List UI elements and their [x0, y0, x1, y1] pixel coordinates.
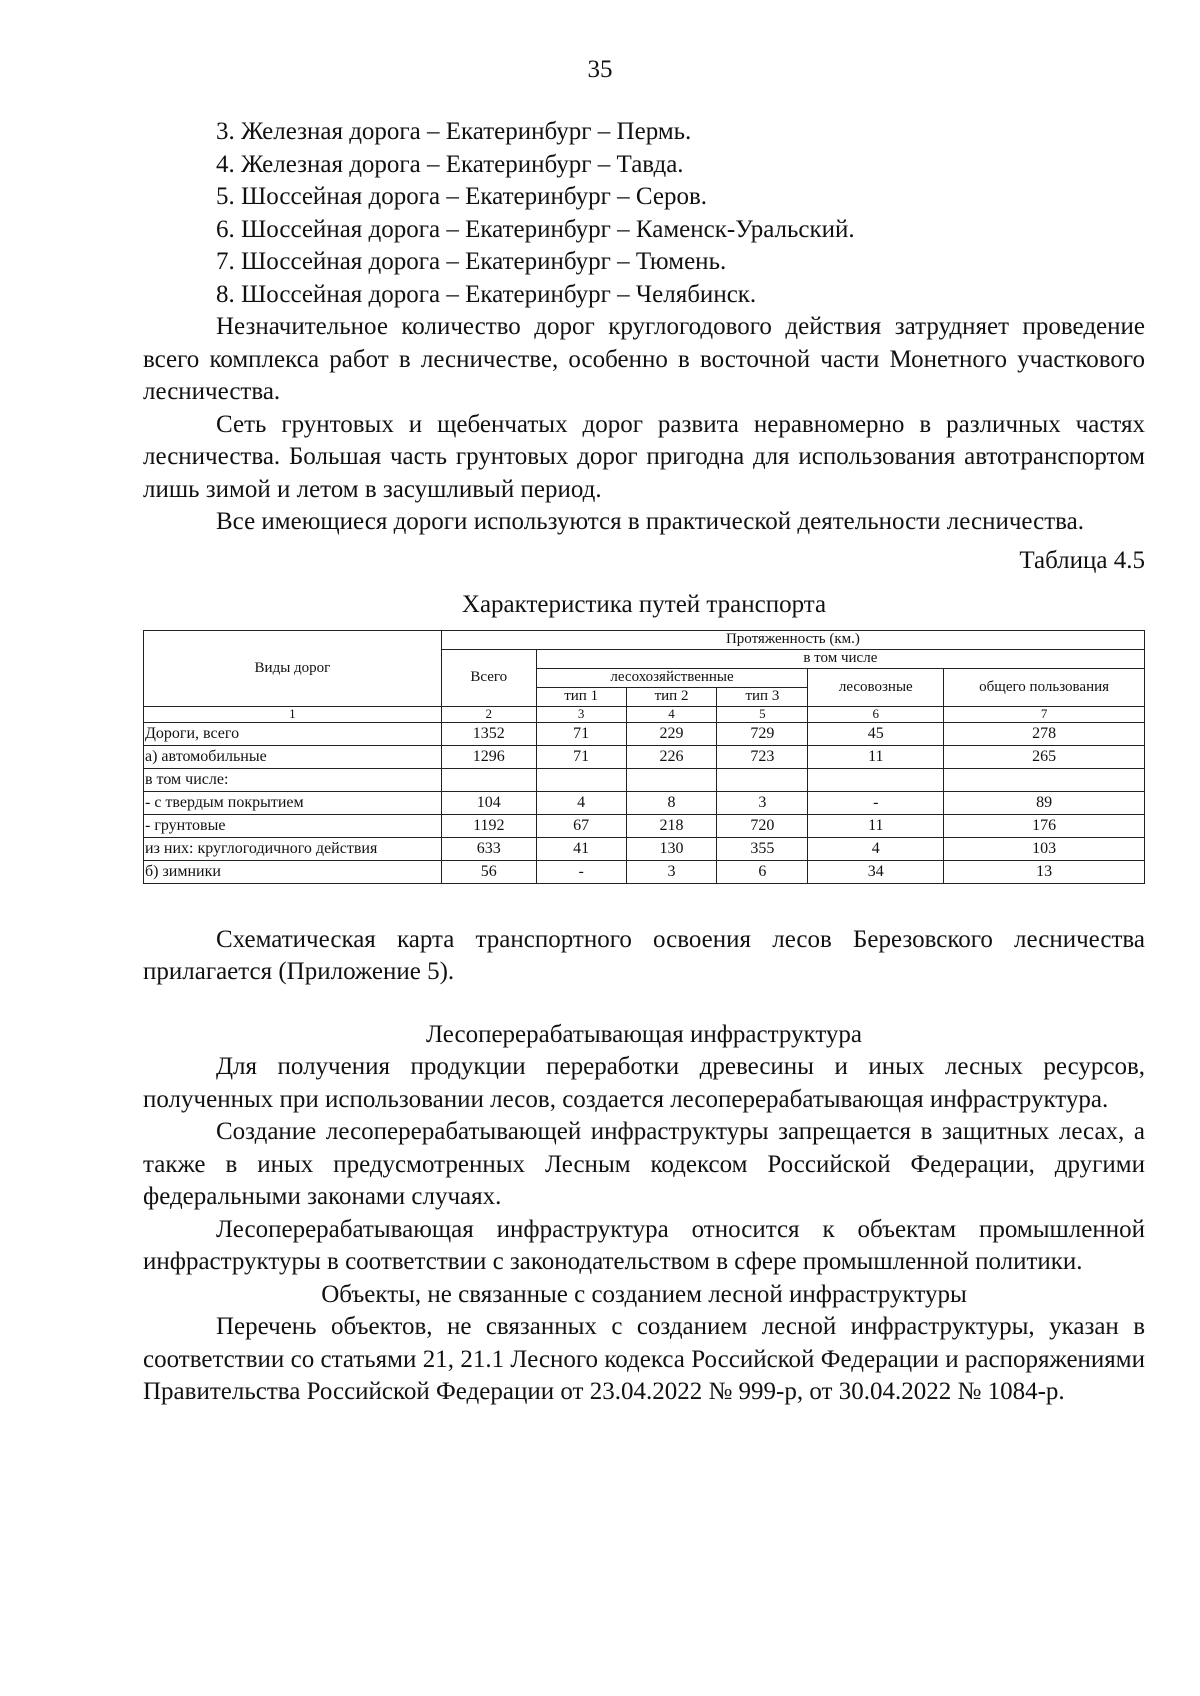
paragraph: Сеть грунтовых и щебенчатых дорог развита неравномерно в различных частях лесничества. Большая часть грунтовых дорог пригодна для использования автотранспортом лишь зимой и летом в засушливый период.: [143, 410, 1145, 503]
column-number: 2: [441, 706, 536, 722]
paragraph: Перечень объектов, не связанных с созданием лесной инфраструктуры, указан в соответствии со статьями 21, 21.1 Лесного кодекса Российской Федерации и распоряжениями Правительства Российской Федерации от 23.04.2022 № 999-р, от 30.04.2022 № 1084-р.: [143, 1313, 1145, 1405]
table-cell: 56: [441, 860, 536, 883]
header-type1: тип 1: [536, 687, 626, 706]
table-cell: 1192: [441, 814, 536, 837]
column-number: 5: [717, 706, 808, 722]
row-label: - грунтовые: [144, 814, 442, 837]
table-cell: 67: [536, 814, 626, 837]
section-title: Объекты, не связанные с созданием лесной инфраструктуры: [321, 1280, 967, 1308]
table-cell: 41: [536, 837, 626, 860]
table-header-row: [144, 630, 1145, 649]
table-cell: 71: [536, 745, 626, 768]
table-cell: 1296: [441, 745, 536, 768]
table-cell: 633: [441, 837, 536, 860]
column-number: 4: [626, 706, 717, 722]
table-cell: 729: [717, 722, 808, 745]
table-cell: 103: [944, 837, 1145, 860]
table-cell: [626, 768, 717, 791]
table-cell: 8: [626, 791, 717, 814]
table-cell: [717, 768, 808, 791]
header-total: Всего: [441, 649, 536, 706]
header-length: Протяженность (км.): [441, 630, 1144, 649]
header-timber: лесовозные: [808, 668, 944, 706]
paragraph: Схематическая карта транспортного освоения лесов Березовского лесничества прилагается (Приложение 5).: [143, 925, 1145, 985]
table-cell: 11: [808, 745, 944, 768]
spacer: [143, 989, 1145, 1019]
table-title: Характеристика путей транспорта: [461, 591, 827, 618]
table-cell: -: [536, 860, 626, 883]
row-label: из них: круглогодичного действия: [144, 837, 442, 860]
header-type2: тип 2: [626, 687, 717, 706]
paragraph: Незначительное количество дорог круглогодового действия затрудняет проведение всего комплекса работ в лесничестве, особенно в восточной части Монетного участкового лесничества.: [143, 313, 1145, 405]
table-row: [144, 791, 1145, 814]
table-row: [144, 860, 1145, 883]
table-cell: 218: [626, 814, 717, 837]
table-cell: 4: [536, 791, 626, 814]
header-including: в том числе: [536, 649, 1144, 668]
table-cell: 13: [944, 860, 1145, 883]
table-cell: 265: [944, 745, 1145, 768]
list-item: 3. Железная дорога – Екатеринбург – Пермь.: [216, 118, 692, 145]
table-cell: 3: [626, 860, 717, 883]
column-number-row: [144, 706, 1145, 722]
column-number: 3: [536, 706, 626, 722]
table-row: [144, 745, 1145, 768]
row-label: в том числе:: [144, 768, 442, 791]
table-cell: 229: [626, 722, 717, 745]
table-cell: [808, 768, 944, 791]
paragraph: Все имеющиеся дороги используются в практической деятельности лесничества.: [216, 508, 1084, 535]
table-cell: 278: [944, 722, 1145, 745]
table-row: [144, 768, 1145, 791]
table-cell: 720: [717, 814, 808, 837]
table-cell: 45: [808, 722, 944, 745]
table-cell: [944, 768, 1145, 791]
column-number: 1: [144, 706, 442, 722]
section-title: Лесоперерабатывающая инфраструктура: [425, 1020, 863, 1048]
table-row: [144, 722, 1145, 745]
row-label: б) зимники: [144, 860, 442, 883]
list-item: 7. Шоссейная дорога – Екатеринбург – Тюмень.: [216, 248, 727, 275]
table-cell: 4: [808, 837, 944, 860]
paragraph: Для получения продукции переработки древесины и иных лесных ресурсов, полученных при использовании лесов, создается лесоперерабатывающая инфраструктура.: [143, 1053, 1145, 1113]
header-public: общего пользования: [944, 668, 1145, 706]
document-body: [143, 116, 1145, 1409]
row-label: а) автомобильные: [144, 745, 442, 768]
table-cell: 89: [944, 791, 1145, 814]
table-cell: 176: [944, 814, 1145, 837]
table-cell: 3: [717, 791, 808, 814]
row-label: Дороги, всего: [144, 722, 442, 745]
page-number: 35: [587, 56, 613, 83]
list-item: 6. Шоссейная дорога – Екатеринбург – Каменск-Уральский.: [216, 215, 855, 243]
paragraph: Создание лесоперерабатывающей инфраструктуры запрещается в защитных лесах, а также в иных предусмотренных Лесным кодексом Российской Федерации, другими федеральными законами случаях.: [143, 1118, 1145, 1210]
table-cell: 1352: [441, 722, 536, 745]
table-row: [144, 837, 1145, 860]
table-cell: 6: [717, 860, 808, 883]
list-item: 8. Шоссейная дорога – Екатеринбург – Челябинск.: [216, 280, 757, 308]
table-cell: -: [808, 791, 944, 814]
column-number: 6: [808, 706, 944, 722]
row-label: - с твердым покрытием: [144, 791, 442, 814]
table-cell: [536, 768, 626, 791]
table-label: Таблица 4.5: [1019, 546, 1145, 574]
table-cell: [441, 768, 536, 791]
list-item: 4. Железная дорога – Екатеринбург – Тавда.: [216, 150, 684, 178]
table-cell: 104: [441, 791, 536, 814]
header-road-types: Виды дорог: [144, 630, 442, 706]
table-cell: 130: [626, 837, 717, 860]
table-cell: 723: [717, 745, 808, 768]
roads-table: [143, 630, 1145, 884]
header-type3: тип 3: [717, 687, 808, 706]
table-cell: 71: [536, 722, 626, 745]
table-cell: 355: [717, 837, 808, 860]
list-item: 5. Шоссейная дорога – Екатеринбург – Серов.: [216, 183, 708, 210]
table-cell: 11: [808, 814, 944, 837]
paragraph: Лесоперерабатывающая инфраструктура относится к объектам промышленной инфраструктуры в соответствии с законодательством в сфере промышленной политики.: [143, 1215, 1145, 1275]
table-cell: 226: [626, 745, 717, 768]
spacer: [143, 884, 1145, 924]
table-cell: 34: [808, 860, 944, 883]
table-row: [144, 814, 1145, 837]
header-forestry: лесохозяйственные: [536, 668, 808, 687]
column-number: 7: [944, 706, 1145, 722]
